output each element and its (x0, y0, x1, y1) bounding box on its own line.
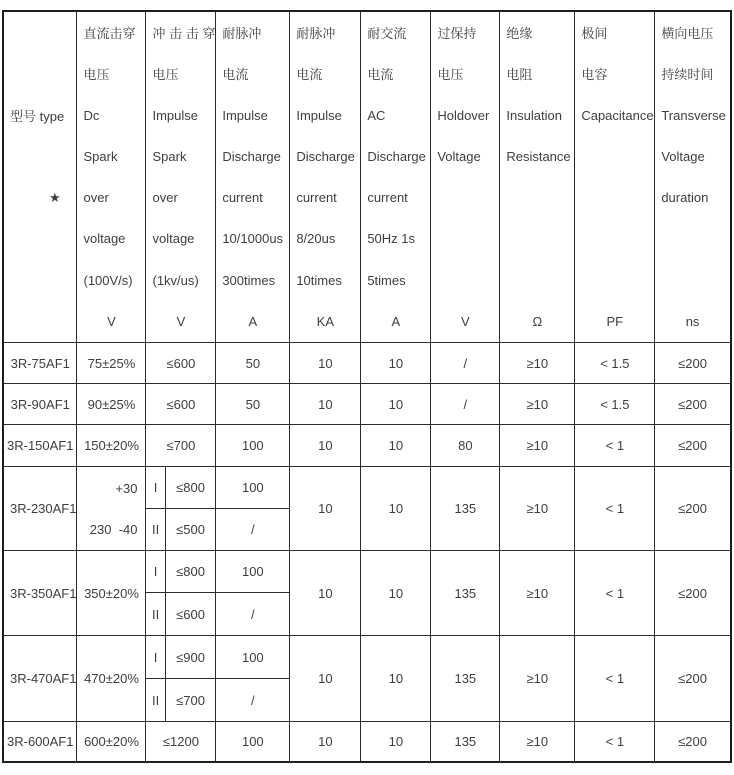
cell-capacitance: < 1 (575, 551, 655, 636)
cell-line: duration (661, 190, 709, 206)
table-row-3r-90af1 (3, 384, 731, 425)
header-cell-transverse-voltage-duration (655, 11, 731, 343)
cell-line: Dc (83, 107, 100, 123)
cell-capacitance: < 1 (575, 425, 655, 467)
cell-impulse-current-10-1000us: 100 (216, 467, 290, 509)
table-row-3r-470af1-sub1 (3, 636, 731, 679)
cell-impulse-voltage: ≤1200 (146, 722, 216, 762)
cell-line: 耐脉冲 (296, 26, 336, 42)
cell-line: over (83, 190, 109, 206)
cell-line (500, 260, 574, 301)
cell-transverse-duration: ≤200 (655, 343, 731, 384)
cell-capacitance: < 1 (575, 636, 655, 722)
cell-impulse-voltage: ≤600 (165, 593, 216, 636)
cell-line: 持续时间 (661, 67, 714, 83)
cell-line: KA (316, 313, 334, 329)
cell-impulse-voltage: ≤800 (165, 551, 216, 593)
cell-line: Impulse (296, 107, 342, 123)
cell-line: 10times (296, 272, 342, 288)
cell-line: 电压 (152, 67, 179, 83)
cell-line: current (222, 190, 263, 206)
cell-line: V (107, 313, 116, 329)
cell-transverse-duration: ≤200 (655, 467, 731, 551)
cell-line (4, 260, 76, 301)
cell-impulse-voltage: ≤600 (146, 384, 216, 425)
cell-line: 直流击穿 (83, 26, 136, 42)
spec-table (2, 10, 732, 763)
cell-line (575, 218, 654, 259)
cell-line: V (176, 313, 186, 329)
cell-line: 耐脉冲 (222, 26, 262, 42)
cell-model: 3R-600AF1 (3, 722, 77, 762)
cell-ac-current: 10 (361, 343, 431, 384)
cell-model: 3R-150AF1 (3, 425, 77, 467)
cell-impulse-current-8-20us: 10 (290, 467, 361, 551)
cell-line: Voltage (437, 148, 481, 164)
cell-impulse-voltage: ≤800 (165, 467, 216, 509)
cell-dc-voltage: 150±20% (77, 425, 146, 467)
cell-insulation-resistance: ≥10 (500, 551, 575, 636)
cell-line: Impulse (222, 107, 268, 123)
cell-line: 电压 (437, 67, 464, 83)
cell-model (3, 551, 77, 636)
cell-line (4, 12, 76, 53)
cell-line: 过保持 (437, 26, 477, 42)
cell-line: Insulation (506, 107, 562, 123)
cell-model: 3R-90AF1 (3, 384, 77, 425)
table-row-3r-75af1 (3, 343, 731, 384)
cell-line: over (152, 190, 178, 206)
cell-impulse-current-10-1000us: 100 (216, 551, 290, 593)
header-cell-ac-discharge-current (361, 11, 431, 343)
cell-line (4, 218, 76, 259)
cell-line: current (296, 190, 337, 206)
cell-impulse-current-10-1000us: 100 (216, 425, 290, 467)
header-cell-capacitance (575, 11, 655, 343)
cell-impulse-current-8-20us: 10 (290, 384, 361, 425)
header-cell-type (3, 11, 77, 343)
cell-transverse-duration: ≤200 (655, 384, 731, 425)
cell-impulse-voltage: ≤500 (165, 509, 216, 551)
table-row-3r-150af1 (3, 425, 731, 467)
cell-line: voltage (83, 231, 126, 247)
cell-line: AC (367, 107, 386, 123)
cell-insulation-resistance: ≥10 (500, 722, 575, 762)
cell-line: 5times (367, 272, 406, 288)
table-row-3r-350af1-sub1 (3, 551, 731, 593)
header-cell-impulse-sparkover-voltage (146, 11, 216, 343)
cell-capacitance: < 1 (575, 467, 655, 551)
cell-line (4, 136, 76, 177)
cell-transverse-duration: ≤200 (655, 551, 731, 636)
cell-impulse-current-10-1000us: / (216, 509, 290, 551)
header-cell-insulation-resistance (500, 11, 575, 343)
cell-impulse-current-8-20us: 10 (290, 343, 361, 384)
cell-insulation-resistance: ≥10 (500, 384, 575, 425)
cell-transverse-duration: ≤200 (655, 636, 731, 722)
cell-model (3, 467, 77, 551)
cell-line (431, 260, 499, 301)
cell-dc-voltage: 90±25% (77, 384, 146, 425)
cell-impulse-current-8-20us: 10 (290, 722, 361, 762)
cell-line: +30 (115, 480, 138, 496)
cell-line: PF (606, 313, 624, 329)
model-label: 3R-230AF1 (10, 501, 77, 516)
cell-model: 3R-75AF1 (3, 343, 77, 384)
cell-insulation-resistance: ≥10 (500, 636, 575, 722)
cell-line: ns (685, 313, 700, 329)
cell-line (655, 260, 730, 301)
cell-ac-current: 10 (361, 425, 431, 467)
cell-capacitance: < 1 (575, 722, 655, 762)
cell-line: 50Hz 1s (367, 231, 416, 247)
cell-impulse-current-8-20us: 10 (290, 636, 361, 722)
cell-model (3, 636, 77, 722)
header-cell-dc-sparkover-voltage (77, 11, 146, 343)
cell-line: (100V/s) (83, 272, 133, 288)
cell-line: Transverse (661, 107, 726, 123)
cell-line (500, 177, 574, 218)
cell-line: Spark (83, 148, 118, 164)
cell-line (4, 53, 76, 94)
cell-line: (1kv/us) (152, 272, 199, 288)
cell-impulse-current-10-1000us: 100 (216, 722, 290, 762)
cell-insulation-resistance: ≥10 (500, 425, 575, 467)
header-cell-holdover-voltage (431, 11, 500, 343)
cell-grade: I (146, 636, 165, 679)
cell-holdover-voltage: / (431, 343, 500, 384)
cell-line: Discharge (222, 148, 281, 164)
cell-line (575, 177, 654, 218)
cell-line: 耐交流 (367, 26, 407, 42)
cell-line: Discharge (367, 148, 426, 164)
cell-insulation-resistance: ≥10 (500, 467, 575, 551)
cell-transverse-duration: ≤200 (655, 722, 731, 762)
cell-dc-voltage (77, 551, 146, 636)
cell-impulse-voltage: ≤700 (165, 679, 216, 722)
cell-line: 8/20us (296, 231, 336, 247)
cell-holdover-voltage: 80 (431, 425, 500, 467)
cell-impulse-current-10-1000us: / (216, 679, 290, 722)
model-label: 3R-470AF1 (10, 671, 77, 686)
dc-voltage-label: 350±20% (84, 585, 139, 601)
cell-line (431, 177, 499, 218)
header-row (3, 11, 731, 343)
cell-line: Ω (532, 313, 543, 329)
cell-line: 横向电压 (661, 26, 714, 42)
cell-line (500, 218, 574, 259)
cell-impulse-voltage: ≤600 (146, 343, 216, 384)
cell-line: voltage (152, 231, 195, 247)
cell-line: A (391, 313, 401, 329)
cell-line: Discharge (296, 148, 355, 164)
table-row-3r-600af1 (3, 722, 731, 762)
cell-line: 绝缘 (506, 26, 533, 42)
cell-line: A (248, 313, 258, 329)
cell-line: Spark (152, 148, 187, 164)
cell-line (575, 136, 654, 177)
cell-capacitance: < 1.5 (575, 343, 655, 384)
cell-line (4, 301, 76, 342)
cell-impulse-voltage: ≤900 (165, 636, 216, 679)
cell-impulse-current-10-1000us: 100 (216, 636, 290, 679)
cell-line: ★ (49, 189, 61, 205)
cell-line: V (460, 313, 470, 329)
cell-ac-current: 10 (361, 722, 431, 762)
cell-grade: I (146, 551, 165, 593)
cell-line: Capacitance (581, 107, 654, 123)
cell-line: 230 -40 (89, 521, 138, 537)
cell-holdover-voltage: 135 (431, 551, 500, 636)
cell-line: Resistance (506, 148, 571, 164)
cell-line: 电容 (581, 67, 608, 83)
cell-line (575, 260, 654, 301)
cell-line: 型号 type (10, 108, 65, 124)
cell-line: 电流 (367, 67, 394, 83)
cell-line: 10/1000us (222, 231, 284, 247)
cell-impulse-current-10-1000us: 50 (216, 343, 290, 384)
cell-impulse-voltage: ≤700 (146, 425, 216, 467)
cell-ac-current: 10 (361, 636, 431, 722)
cell-line: current (367, 190, 408, 206)
cell-dc-voltage: 75±25% (77, 343, 146, 384)
model-label: 3R-350AF1 (10, 585, 77, 601)
table-row-3r-230af1-sub1 (3, 467, 731, 509)
dc-voltage-label: 470±20% (84, 671, 139, 686)
cell-dc-voltage (77, 467, 146, 551)
cell-ac-current: 10 (361, 467, 431, 551)
cell-impulse-current-10-1000us: / (216, 593, 290, 636)
cell-line: 极间 (581, 26, 608, 42)
cell-ac-current: 10 (361, 551, 431, 636)
cell-line: 电阻 (506, 67, 533, 83)
cell-line: 冲 击 击 穿 (152, 26, 216, 42)
cell-holdover-voltage: 135 (431, 636, 500, 722)
cell-line: 300times (222, 272, 276, 288)
cell-holdover-voltage: 135 (431, 467, 500, 551)
cell-line: 电压 (83, 67, 110, 83)
cell-transverse-duration: ≤200 (655, 425, 731, 467)
cell-holdover-voltage: 135 (431, 722, 500, 762)
cell-line: 电流 (296, 67, 323, 83)
header-cell-impulse-discharge-current-8-20us (290, 11, 361, 343)
cell-grade: II (146, 509, 165, 551)
cell-line (431, 218, 499, 259)
cell-insulation-resistance: ≥10 (500, 343, 575, 384)
cell-holdover-voltage: / (431, 384, 500, 425)
cell-dc-voltage (77, 636, 146, 722)
page (0, 10, 734, 775)
cell-line (655, 218, 730, 259)
cell-line: Impulse (152, 107, 199, 123)
cell-capacitance: < 1.5 (575, 384, 655, 425)
cell-impulse-current-8-20us: 10 (290, 551, 361, 636)
cell-dc-voltage: 600±20% (77, 722, 146, 762)
header-cell-impulse-discharge-current-10-1000us (216, 11, 290, 343)
cell-impulse-current-10-1000us: 50 (216, 384, 290, 425)
cell-ac-current: 10 (361, 384, 431, 425)
cell-line: 电流 (222, 67, 249, 83)
cell-line: Voltage (661, 148, 705, 164)
cell-impulse-current-8-20us: 10 (290, 425, 361, 467)
cell-grade: II (146, 593, 165, 636)
cell-grade: II (146, 679, 165, 722)
cell-grade: I (146, 467, 165, 509)
cell-line: Holdover (437, 107, 490, 123)
